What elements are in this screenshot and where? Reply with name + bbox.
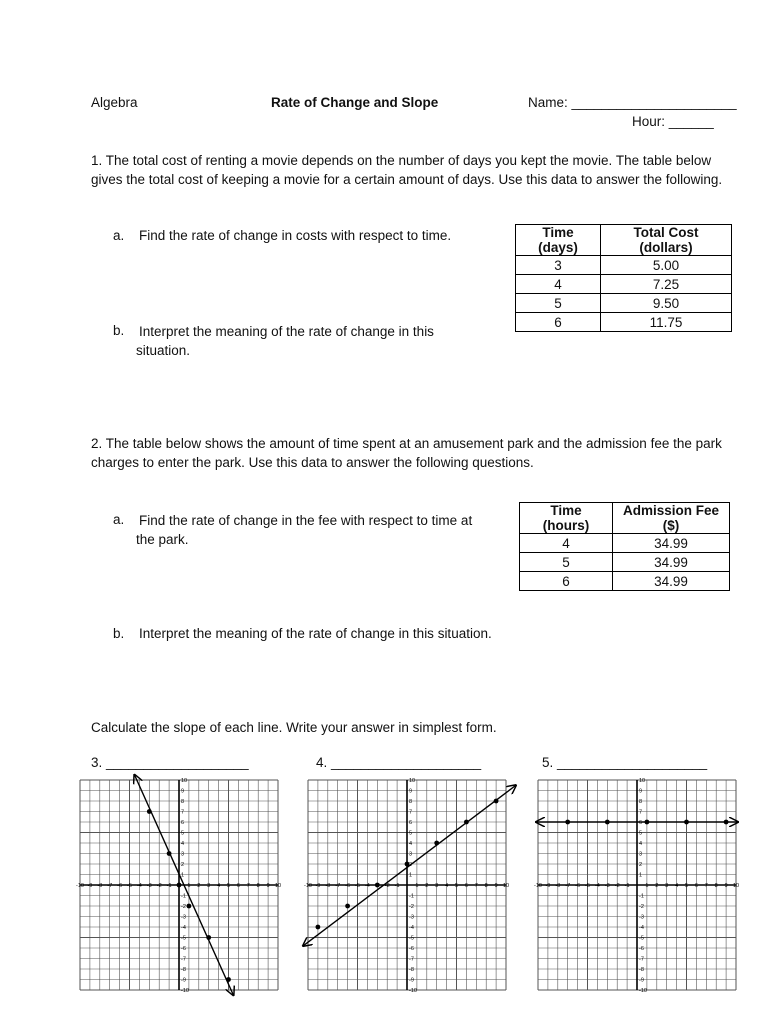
y-tick-label: 8 (639, 799, 643, 805)
y-tick-label: -10 (409, 988, 417, 994)
x-tick-label: -5 (585, 883, 590, 889)
x-tick-label: 10 (732, 883, 740, 889)
q2-intro: 2. The table below shows the amount of time spent at an amusement park and the admission fee the park charges to enter the park. Use this data to answer the following questions. (91, 436, 722, 470)
table-cell: 9.50 (601, 294, 732, 313)
slope-instruction: Calculate the slope of each line. Write your answer in simplest form. (91, 720, 497, 735)
y-tick-label: -3 (409, 914, 414, 921)
x-tick-label: -8 (97, 883, 103, 889)
x-tick-label: 6 (694, 883, 698, 889)
y-tick-label: 5 (639, 830, 643, 837)
plotted-point (177, 883, 182, 888)
table-row (520, 553, 730, 572)
x-tick-label: 3 (665, 883, 669, 889)
x-tick-label: -7 (565, 883, 571, 889)
y-tick-label: 10 (639, 778, 646, 784)
problem-4-label: 4. ____________________ (316, 755, 482, 770)
plotted-point (464, 820, 469, 825)
y-tick-label: -2 (639, 904, 644, 910)
x-tick-label: -10 (76, 883, 84, 889)
y-tick-label: -6 (409, 946, 414, 952)
y-tick-label: -2 (409, 904, 414, 910)
y-tick-label: -4 (181, 925, 186, 931)
y-tick-label: 10 (181, 778, 188, 784)
y-tick-label: 4 (409, 841, 413, 847)
y-tick-label: 8 (409, 799, 413, 805)
y-tick-label: -6 (181, 946, 186, 952)
x-tick-label: 1 (187, 883, 191, 889)
x-tick-label: 5 (454, 883, 459, 889)
x-tick-label: 2 (197, 883, 201, 889)
plotted-point (187, 904, 192, 909)
x-tick-label: 8 (484, 883, 488, 889)
y-tick-label: 3 (409, 851, 413, 858)
q1-table (515, 224, 732, 332)
x-tick-label: 2 (425, 883, 429, 889)
y-tick-label: 2 (181, 862, 185, 868)
plotted-point (206, 935, 211, 940)
table-cell: 5 (516, 294, 601, 313)
q2a-label: a. (113, 512, 125, 527)
table-header-row (516, 225, 732, 256)
x-tick-label: 7 (246, 883, 250, 889)
y-tick-label: 7 (409, 809, 413, 816)
x-tick-label: 10 (502, 883, 510, 889)
y-tick-label: 9 (409, 788, 413, 795)
y-tick-label: -1 (639, 893, 644, 900)
table-cell: 5.00 (601, 256, 732, 275)
y-tick-label: 5 (181, 830, 185, 837)
x-tick-label: 2 (655, 883, 659, 889)
y-tick-label: 7 (181, 809, 185, 816)
graph-problem-3 (76, 778, 282, 994)
y-tick-label: 1 (409, 872, 413, 879)
q2-table (519, 502, 730, 591)
plotted-point (605, 820, 610, 825)
x-tick-label: -6 (345, 883, 351, 889)
x-tick-label: -8 (555, 883, 561, 889)
x-tick-label: -7 (335, 883, 341, 889)
x-tick-label: 5 (684, 883, 689, 889)
x-tick-label: -9 (87, 883, 93, 889)
x-tick-label: -1 (624, 883, 630, 889)
x-tick-label: -7 (107, 883, 113, 889)
y-tick-label: 2 (639, 862, 643, 868)
name-field: Name: ______________________ (528, 95, 737, 110)
y-tick-label: 7 (639, 809, 643, 816)
table-row (520, 534, 730, 553)
y-tick-label: -9 (181, 977, 186, 984)
plotted-point (565, 820, 570, 825)
table-cell: 3 (516, 256, 601, 275)
x-tick-label: 9 (266, 883, 270, 889)
x-tick-label: -9 (545, 883, 551, 889)
y-tick-label: -8 (409, 967, 414, 973)
q1b-label: b. (113, 323, 125, 338)
table-row (516, 275, 732, 294)
x-tick-label: -3 (146, 883, 152, 889)
column-header: Total Cost (dollars) (601, 225, 732, 256)
course-label: Algebra (91, 95, 138, 110)
y-tick-label: 10 (409, 778, 416, 784)
table-cell: 11.75 (601, 313, 732, 332)
q2b-text: Interpret the meaning of the rate of change in this situation. (139, 626, 492, 641)
x-tick-label: 3 (435, 883, 439, 889)
column-header: Admission Fee ($) (613, 503, 730, 534)
x-tick-label: 3 (207, 883, 211, 889)
table-row (516, 294, 732, 313)
x-tick-label: -6 (575, 883, 581, 889)
y-tick-label: -5 (409, 935, 414, 942)
table-cell: 34.99 (613, 553, 730, 572)
y-tick-label: -7 (181, 956, 186, 963)
y-tick-label: 3 (181, 851, 185, 858)
problem-3-label: 3. ___________________ (91, 755, 249, 770)
x-tick-label: -4 (594, 883, 600, 889)
x-tick-label: -2 (384, 883, 390, 889)
table-row (516, 256, 732, 275)
plotted-point (316, 925, 321, 930)
x-tick-label: -9 (315, 883, 321, 889)
x-tick-label: 7 (704, 883, 708, 889)
y-tick-label: -1 (181, 893, 186, 900)
x-tick-label: 10 (274, 883, 282, 889)
x-tick-label: 4 (445, 883, 449, 889)
y-tick-label: -7 (409, 956, 414, 963)
x-tick-label: 7 (474, 883, 478, 889)
y-tick-label: -7 (639, 956, 644, 963)
x-tick-label: -4 (136, 883, 142, 889)
y-tick-label: 6 (409, 820, 413, 826)
y-tick-label: -9 (639, 977, 644, 984)
y-tick-label: -6 (639, 946, 644, 952)
y-tick-label: 9 (639, 788, 643, 795)
table-row (516, 313, 732, 332)
plotted-point (375, 883, 380, 888)
plotted-point (405, 862, 410, 867)
y-tick-label: -4 (639, 925, 644, 931)
x-tick-label: -2 (614, 883, 620, 889)
y-tick-label: 8 (181, 799, 185, 805)
problem-5-label: 5. ____________________ (542, 755, 708, 770)
x-tick-label: 4 (217, 883, 221, 889)
table-row (520, 572, 730, 591)
y-tick-label: 4 (639, 841, 643, 847)
x-tick-label: 1 (415, 883, 419, 889)
q2a-text: Find the rate of change in the fee with respect to time at the park. (136, 513, 473, 547)
table-cell: 5 (520, 553, 613, 572)
plotted-point (684, 820, 689, 825)
x-tick-label: 9 (724, 883, 728, 889)
x-tick-label: -4 (364, 883, 370, 889)
table-cell: 34.99 (613, 534, 730, 553)
y-tick-label: 6 (181, 820, 185, 826)
y-tick-label: 1 (639, 872, 643, 879)
x-tick-label: 5 (226, 883, 231, 889)
y-tick-label: -2 (181, 904, 186, 910)
plotted-point (645, 820, 650, 825)
table-cell: 4 (520, 534, 613, 553)
y-tick-label: -8 (181, 967, 186, 973)
y-tick-label: 3 (639, 851, 643, 858)
q1-intro: 1. The total cost of renting a movie depends on the number of days you kept the movie. The table below gives the total cost of keeping a movie for a certain amount of days. Use this data to answer the following. (91, 153, 723, 187)
table-cell: 34.99 (613, 572, 730, 591)
graph-problem-4 (304, 778, 510, 994)
y-tick-label: -9 (409, 977, 414, 984)
plotted-point (167, 851, 172, 856)
y-tick-label: -3 (639, 914, 644, 921)
y-tick-label: 5 (409, 830, 413, 837)
plotted-point (345, 904, 350, 909)
x-tick-label: -10 (304, 883, 312, 889)
x-tick-label: 9 (494, 883, 498, 889)
q1a-text: Find the rate of change in costs with respect to time. (139, 228, 452, 243)
y-tick-label: 1 (181, 872, 185, 879)
x-tick-label: 1 (645, 883, 649, 889)
y-tick-label: -1 (409, 893, 414, 900)
hour-field: Hour: ______ (632, 114, 714, 129)
x-tick-label: -1 (166, 883, 172, 889)
graph-problem-5 (534, 778, 740, 994)
q1a-label: a. (113, 228, 125, 243)
table-header-row (520, 503, 730, 534)
x-tick-label: 6 (236, 883, 240, 889)
x-tick-label: 6 (464, 883, 468, 889)
plotted-point (494, 799, 499, 804)
plotted-point (147, 809, 152, 814)
y-tick-label: -8 (639, 967, 644, 973)
y-tick-label: -4 (409, 925, 414, 931)
plotted-point (226, 977, 231, 982)
page-title: Rate of Change and Slope (271, 95, 439, 110)
x-tick-label: -6 (117, 883, 123, 889)
y-tick-label: -5 (181, 935, 186, 942)
column-header: Time (hours) (520, 503, 613, 534)
y-tick-label: -3 (181, 914, 186, 921)
q2b-label: b. (113, 626, 125, 641)
x-tick-label: -10 (534, 883, 542, 889)
x-tick-label: -5 (355, 883, 360, 889)
table-cell: 6 (516, 313, 601, 332)
q1b-text: Interpret the meaning of the rate of change in this situation. (136, 324, 434, 358)
y-tick-label: 9 (181, 788, 185, 795)
column-header: Time (days) (516, 225, 601, 256)
table-cell: 6 (520, 572, 613, 591)
y-tick-label: -5 (639, 935, 644, 942)
y-tick-label: 4 (181, 841, 185, 847)
x-tick-label: 8 (256, 883, 260, 889)
x-tick-label: -1 (394, 883, 400, 889)
x-tick-label: -2 (156, 883, 162, 889)
table-cell: 4 (516, 275, 601, 294)
y-tick-label: -10 (181, 988, 189, 994)
table-cell: 7.25 (601, 275, 732, 294)
plotted-point (434, 841, 439, 846)
x-tick-label: 4 (675, 883, 679, 889)
x-tick-label: -8 (325, 883, 331, 889)
x-tick-label: 8 (714, 883, 718, 889)
y-tick-label: 6 (639, 820, 643, 826)
plotted-point (724, 820, 729, 825)
x-tick-label: -3 (604, 883, 610, 889)
x-tick-label: -5 (127, 883, 132, 889)
y-tick-label: -10 (639, 988, 647, 994)
